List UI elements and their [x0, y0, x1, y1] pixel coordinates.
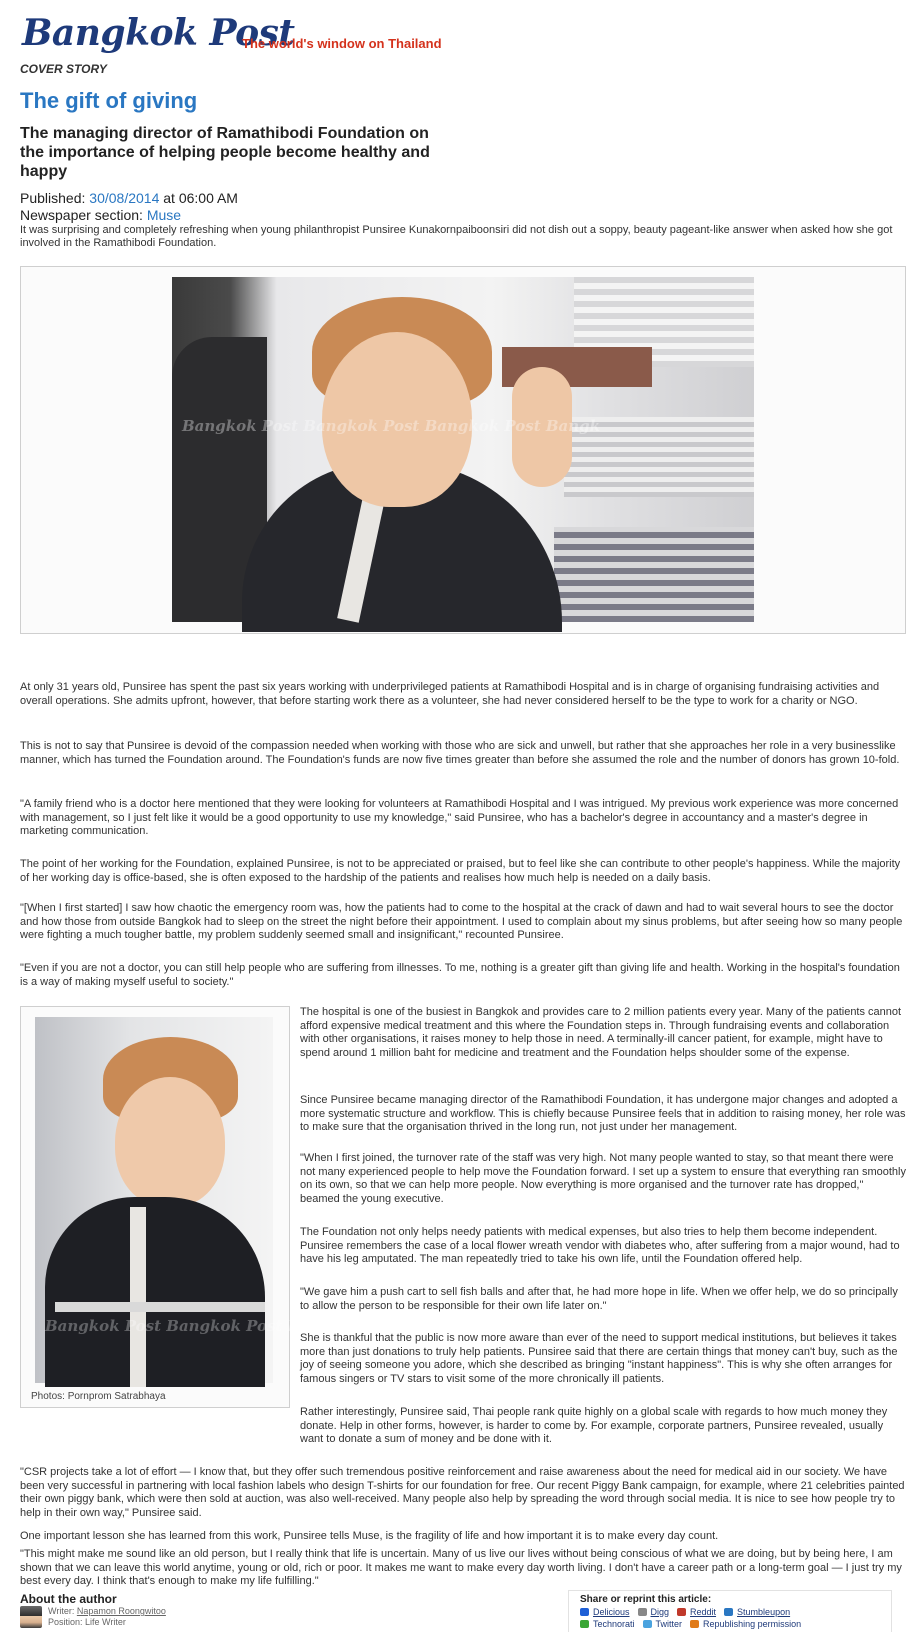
article-paragraph: At only 31 years old, Punsiree has spent the past six years working with underprivileged patients at Ramathibodi Hospital and is in charge of organising fundraising activities and overall operations. She admits upfront, however, that before starting work there as a volunteer, she had never considered herself to be the type to work for a charity or NGO.	[20, 681, 880, 707]
about-author-title: About the author	[20, 1592, 117, 1606]
writer-name-link[interactable]: Napamon Roongwitoo	[76, 1606, 166, 1616]
photo-watermark: Bangkok Post Bangkok Post Bangkok Post Bangk	[182, 417, 601, 435]
article-paragraph: "Even if you are not a doctor, you can still help people who are suffering from illnesses. To me, nothing is a greater gift than giving life and health. Working in the hospital's foundation is a way of making myself useful to society."	[20, 962, 900, 988]
digg-icon	[638, 1608, 647, 1616]
published-line	[20, 190, 238, 206]
share-title: Share or reprint this article:	[580, 1594, 712, 1605]
share-link[interactable]: Republishing permission	[703, 1619, 802, 1629]
article-paragraph: "We gave him a push cart to sell fish balls and after that, he had more hope in life. When we offer help, we do so principally to allow the person to be responsible for their own life later on."	[300, 1286, 898, 1312]
published-time: at 06:00 AM	[163, 190, 238, 206]
main-photo	[172, 277, 754, 622]
share-link[interactable]: Stumbleupon	[737, 1607, 791, 1617]
bangkok-post-logo[interactable]: Bangkok Post	[22, 12, 295, 54]
article-paragraph: The Foundation not only helps needy patients with medical expenses, but also tries to help them become independent. Punsiree remembers the case of a local flower wreath vendor with diabetes who, after suffering from a major wound, had to have his leg amputated. The man repeatedly tried to take his own life, until the Foundation offered help.	[300, 1226, 900, 1266]
article-paragraph: One important lesson she has learned from this work, Punsiree tells Muse, is the fragility of life and how important it is to make every day count.	[20, 1530, 719, 1542]
article-subhead: The managing director of Ramathibodi Foundation on the importance of helping people become healthy and happy	[20, 125, 430, 180]
share-link[interactable]: Technorati	[593, 1619, 635, 1629]
author-writer-line	[48, 1606, 166, 1617]
author-position-line: Position: Life Writer	[48, 1617, 126, 1627]
article-paragraph: "When I first joined, the turnover rate of the staff was very high. Not many people wanted to stay, so that meant there were not many experienced people to help move the Foundation forward. I set up a system to ensure that everything ran smoothly on its own, so that we can help more people. Now everything is more organised and the turnover rate has dropped," beamed the young executive.	[300, 1152, 906, 1205]
author-avatar	[20, 1606, 42, 1628]
share-item[interactable]	[638, 1607, 670, 1617]
delicious-icon	[580, 1608, 589, 1616]
published-label: Published:	[20, 190, 86, 206]
article-headline: The gift of giving	[20, 88, 198, 113]
author-info	[48, 1606, 166, 1628]
published-date-link[interactable]: 30/08/2014	[89, 190, 160, 206]
share-row	[580, 1619, 809, 1629]
share-item[interactable]	[580, 1607, 630, 1617]
article-paragraph: "CSR projects take a lot of effort — I know that, but they offer such tremendous positive reinforcement and raise awareness about the need for medical aid in our society. We have been very successful in partnering with local fashion labels who design T-shirts for our foundation for free. Our recent Piggy Bank campaign, for example, where 21 celebrities painted their own piggy bank, which were then sold at auction, was also well-received. Many people also help by spreading the word through social media. It is nice to see how people try to help in their own way," Punsiree said.	[20, 1466, 905, 1519]
newspaper-section-line	[20, 207, 181, 223]
article-paragraph: "[When I first started] I saw how chaotic the emergency room was, how the patients had to come to the hospital at the crack of dawn and had to wait several hours to see the doctor and how those from outside Bangkok had to sleep on the street the night before their appointment. I used to complain about my sinus problems, but after seeing how so many people were fighting a much tougher battle, my problem suddenly seemed small and insignificant," recounted Punsiree.	[20, 902, 903, 942]
share-item[interactable]	[690, 1619, 801, 1629]
article-paragraph: Since Punsiree became managing director of the Ramathibodi Foundation, it has undergone major changes and adopted a more systematic structure and workflow. This is chiefly because Punsiree feels that in addition to raising money, her role was to make sure that the organisation thrived in the long run, not just under her management.	[300, 1094, 906, 1134]
article-paragraph: "A family friend who is a doctor here mentioned that they were looking for volunteers at Ramathibodi Hospital and I was intrigued. My previous work experience was more concerned with management, so I just felt like it would be a good opportunity to use my knowledge," said Punsiree, who has a bachelor's degree in accountancy and a master's degree in marketing communication.	[20, 798, 899, 838]
share-link[interactable]: Delicious	[593, 1607, 630, 1617]
article-paragraph: "This might make me sound like an old person, but I really think that life is uncertain. Many of us live our lives without being conscious of what we are doing, but by being here, I am shown that we can leave this world anytime, young or old, rich or poor. It makes me want to make every day worth living. I don't have a career path or a long-term goal — I just try my best every day. I think that's enough to make my life fulfilling."	[20, 1548, 902, 1588]
side-photo-watermark: Bangkok Post Bangkok Post Bangkok Post Bangk	[45, 1317, 464, 1335]
share-item[interactable]	[724, 1607, 790, 1617]
share-link[interactable]: Reddit	[690, 1607, 717, 1617]
republishing-icon	[690, 1620, 699, 1628]
article-paragraph: The hospital is one of the busiest in Bangkok and provides care to 2 million patients every year. Many of the patients cannot afford expensive medical treatment and this where the Foundation steps in. Through fundraising events and collaboration with other organisations, it raises money to help those in need. A terminally-ill cancer patient, for example, might have to spend around 1 million baht for medicine and treatment and the Foundation helps shoulder some of the expense.	[300, 1006, 902, 1059]
photo-caption: Photos: Pornprom Satrabhaya	[31, 1391, 166, 1402]
main-photo-frame	[20, 266, 906, 634]
article-paragraph: She is thankful that the public is now more aware than ever of the need to support medical institutions, but believes it takes more than just donations to truly help patients. Punsiree said that there are certain things that money can't buy, such as the joy of seeing someone you adore, which she described as bringing "instant happiness". This is why she often arranges for famous singers or TV stars to visit some of the more chronically ill patients.	[300, 1332, 898, 1385]
writer-label: Writer:	[48, 1606, 77, 1616]
share-link[interactable]: Twitter	[655, 1619, 683, 1629]
technorati-icon	[580, 1620, 589, 1628]
twitter-icon	[643, 1620, 652, 1628]
section-prefix: Newspaper section:	[20, 207, 143, 223]
stumbleupon-icon	[724, 1608, 733, 1616]
share-item[interactable]	[677, 1607, 716, 1617]
section-link-muse[interactable]: Muse	[146, 207, 182, 223]
share-item[interactable]	[580, 1619, 635, 1629]
reddit-icon	[677, 1608, 686, 1616]
article-intro: It was surprising and completely refreshing when young philanthropist Punsiree Kunakornpaiboonsiri did not dish out a soppy, beauty pageant-like answer when asked how she got involved in the Ramathibodi Foundation.	[20, 224, 893, 249]
side-photo	[35, 1017, 464, 1383]
share-item[interactable]	[643, 1619, 683, 1629]
article-paragraph: This is not to say that Punsiree is devoid of the compassion needed when working with those who are sick and unwell, but rather that she approaches her role in a very businesslike manner, which has turned the Foundation around. The Foundation's funds are now five times greater than before she assumed the role and the number of donors has grown 10-fold.	[20, 740, 900, 766]
side-photo-frame	[20, 1006, 464, 1408]
share-box	[568, 1590, 892, 1632]
masthead-tagline: The world's window on Thailand	[242, 36, 442, 51]
share-row	[580, 1607, 798, 1617]
share-link[interactable]: Digg	[650, 1607, 670, 1617]
article-paragraph: The point of her working for the Foundation, explained Punsiree, is not to be appreciated or praised, but to feel like she can contribute to other people's happiness. While the majority of her working day is office-based, she is often exposed to the hardship of the patients and realises how much help is needed on a daily basis.	[20, 858, 901, 884]
section-label: COVER STORY	[20, 62, 107, 76]
article-paragraph: Rather interestingly, Punsiree said, Thai people rank quite highly on a global scale with regards to how much money they donate. Help in other forms, however, is harder to come by. For example, corporate partners, Punsiree revealed, usually want to donate a sum of money and be done with it.	[300, 1406, 888, 1446]
